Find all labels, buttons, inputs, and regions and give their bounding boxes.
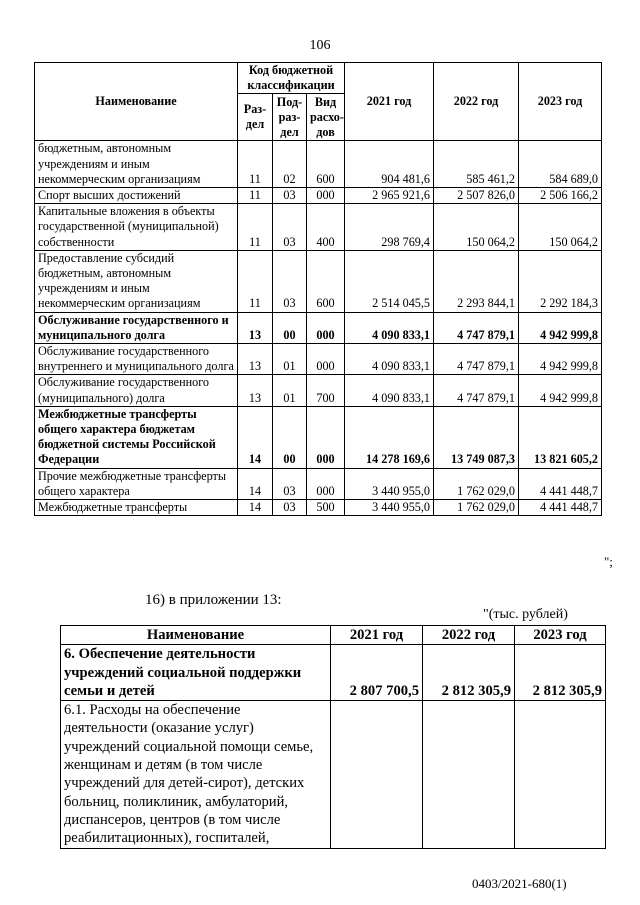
intro-text: 16) в приложении 13: xyxy=(145,592,282,608)
row-2021: 14 278 169,6 xyxy=(345,406,434,468)
row-2021: 3 440 955,0 xyxy=(345,468,434,499)
row-2022: 4 747 879,1 xyxy=(434,312,519,343)
row-vid: 000 xyxy=(307,312,345,343)
row-2023: 2 812 305,9 xyxy=(515,645,606,701)
row-razdel: 13 xyxy=(238,312,273,343)
row-2022: 1 762 029,0 xyxy=(434,468,519,499)
row-2023: 4 942 999,8 xyxy=(519,344,602,375)
row-2022: 1 762 029,0 xyxy=(434,500,519,516)
row-name: Предоставление субсидий бюджетным, автономным учреждениям и иным некоммерческим организациям xyxy=(35,250,238,312)
header-2023: 2023 год xyxy=(519,63,602,141)
row-podrazdel: 00 xyxy=(273,406,307,468)
row-podrazdel: 03 xyxy=(273,468,307,499)
header-2021: 2021 год xyxy=(345,63,434,141)
header-podrazdel: Под- раз- дел xyxy=(273,94,307,141)
appendix-table xyxy=(60,625,606,849)
row-name: Межбюджетные трансферты xyxy=(35,500,238,516)
table-row xyxy=(35,141,602,188)
page-number: 106 xyxy=(309,38,331,53)
header-2022: 2022 год xyxy=(434,63,519,141)
table-row xyxy=(35,406,602,468)
row-2021 xyxy=(331,701,423,848)
row-2022: 2 812 305,9 xyxy=(423,645,515,701)
table-row xyxy=(35,188,602,204)
row-razdel: 14 xyxy=(238,500,273,516)
row-podrazdel: 01 xyxy=(273,375,307,406)
row-vid: 600 xyxy=(307,250,345,312)
row-2023: 2 506 166,2 xyxy=(519,188,602,204)
row-2021: 4 090 833,1 xyxy=(345,375,434,406)
row-name: Межбюджетные трансферты общего характера бюджетам бюджетной системы Российской Федерации xyxy=(35,406,238,468)
row-2021: 904 481,6 xyxy=(345,141,434,188)
table-row xyxy=(35,250,602,312)
row-razdel: 11 xyxy=(238,250,273,312)
row-podrazdel: 01 xyxy=(273,344,307,375)
row-razdel: 11 xyxy=(238,188,273,204)
row-2022: 13 749 087,3 xyxy=(434,406,519,468)
row-razdel: 13 xyxy=(238,344,273,375)
row-2021: 4 090 833,1 xyxy=(345,312,434,343)
row-razdel: 11 xyxy=(238,204,273,251)
row-podrazdel: 03 xyxy=(273,250,307,312)
row-vid: 000 xyxy=(307,344,345,375)
row-2023: 4 942 999,8 xyxy=(519,312,602,343)
row-razdel: 14 xyxy=(238,406,273,468)
row-2021: 298 769,4 xyxy=(345,204,434,251)
row-2023: 150 064,2 xyxy=(519,204,602,251)
header-2023: 2023 год xyxy=(515,626,606,645)
table-row xyxy=(35,204,602,251)
row-name: Спорт высших достижений xyxy=(35,188,238,204)
row-vid: 600 xyxy=(307,141,345,188)
row-2023: 13 821 605,2 xyxy=(519,406,602,468)
row-vid: 500 xyxy=(307,500,345,516)
row-name: 6. Обеспечение деятельности учреждений социальной поддержки семьи и детей xyxy=(61,645,331,701)
unit-label: "(тыс. рублей) xyxy=(483,607,568,622)
document-code: 0403/2021-680(1) xyxy=(472,876,567,891)
table-row xyxy=(35,468,602,499)
row-name: Обслуживание государственного и муниципального долга xyxy=(35,312,238,343)
table-row xyxy=(61,701,606,848)
row-2023: 584 689,0 xyxy=(519,141,602,188)
row-2021: 3 440 955,0 xyxy=(345,500,434,516)
header-name: Наименование xyxy=(61,626,331,645)
row-2023: 2 292 184,3 xyxy=(519,250,602,312)
row-2022: 4 747 879,1 xyxy=(434,344,519,375)
table-row xyxy=(35,375,602,406)
row-name: Прочие межбюджетные трансферты общего характера xyxy=(35,468,238,499)
table-row xyxy=(35,344,602,375)
row-name: Обслуживание государственного (муниципального) долга xyxy=(35,375,238,406)
row-podrazdel: 03 xyxy=(273,188,307,204)
row-2022 xyxy=(423,701,515,848)
table-row xyxy=(35,312,602,343)
row-name: Капитальные вложения в объекты государственной (муниципальной) собственности xyxy=(35,204,238,251)
header-name: Наименование xyxy=(35,63,238,141)
row-2023: 4 942 999,8 xyxy=(519,375,602,406)
header-2022: 2022 год xyxy=(423,626,515,645)
row-2021: 2 514 045,5 xyxy=(345,250,434,312)
row-vid: 000 xyxy=(307,406,345,468)
header-code-group: Код бюджетной классификации xyxy=(238,63,345,94)
row-podrazdel: 03 xyxy=(273,204,307,251)
row-2022: 2 293 844,1 xyxy=(434,250,519,312)
header-razdel: Раз- дел xyxy=(238,94,273,141)
row-2022: 585 461,2 xyxy=(434,141,519,188)
row-name: бюджетным, автономным учреждениям и иным некоммерческим организациям xyxy=(35,141,238,188)
row-podrazdel: 03 xyxy=(273,500,307,516)
closing-mark: "; xyxy=(604,554,613,569)
table-row xyxy=(35,500,602,516)
row-vid: 700 xyxy=(307,375,345,406)
row-name: 6.1. Расходы на обеспечение деятельности (оказание услуг) учреждений социальной помощи семье, женщинам и детям (в том числе учреждений для детей-сирот), детских больниц, поликлиник, амбулаторий, диспансеров, центров (в том числе реабилитационных), госпиталей, xyxy=(61,701,331,848)
budget-table xyxy=(34,62,602,516)
row-2023: 4 441 448,7 xyxy=(519,468,602,499)
table-row xyxy=(61,645,606,701)
row-2022: 2 507 826,0 xyxy=(434,188,519,204)
row-2021: 2 807 700,5 xyxy=(331,645,423,701)
row-razdel: 14 xyxy=(238,468,273,499)
row-podrazdel: 02 xyxy=(273,141,307,188)
header-2021: 2021 год xyxy=(331,626,423,645)
row-2023: 4 441 448,7 xyxy=(519,500,602,516)
row-razdel: 11 xyxy=(238,141,273,188)
row-vid: 400 xyxy=(307,204,345,251)
row-2023 xyxy=(515,701,606,848)
row-razdel: 13 xyxy=(238,375,273,406)
row-2021: 2 965 921,6 xyxy=(345,188,434,204)
row-2022: 4 747 879,1 xyxy=(434,375,519,406)
row-podrazdel: 00 xyxy=(273,312,307,343)
row-vid: 000 xyxy=(307,468,345,499)
row-vid: 000 xyxy=(307,188,345,204)
header-vid: Вид расхо- дов xyxy=(307,94,345,141)
row-name: Обслуживание государственного внутреннего и муниципального долга xyxy=(35,344,238,375)
row-2021: 4 090 833,1 xyxy=(345,344,434,375)
row-2022: 150 064,2 xyxy=(434,204,519,251)
